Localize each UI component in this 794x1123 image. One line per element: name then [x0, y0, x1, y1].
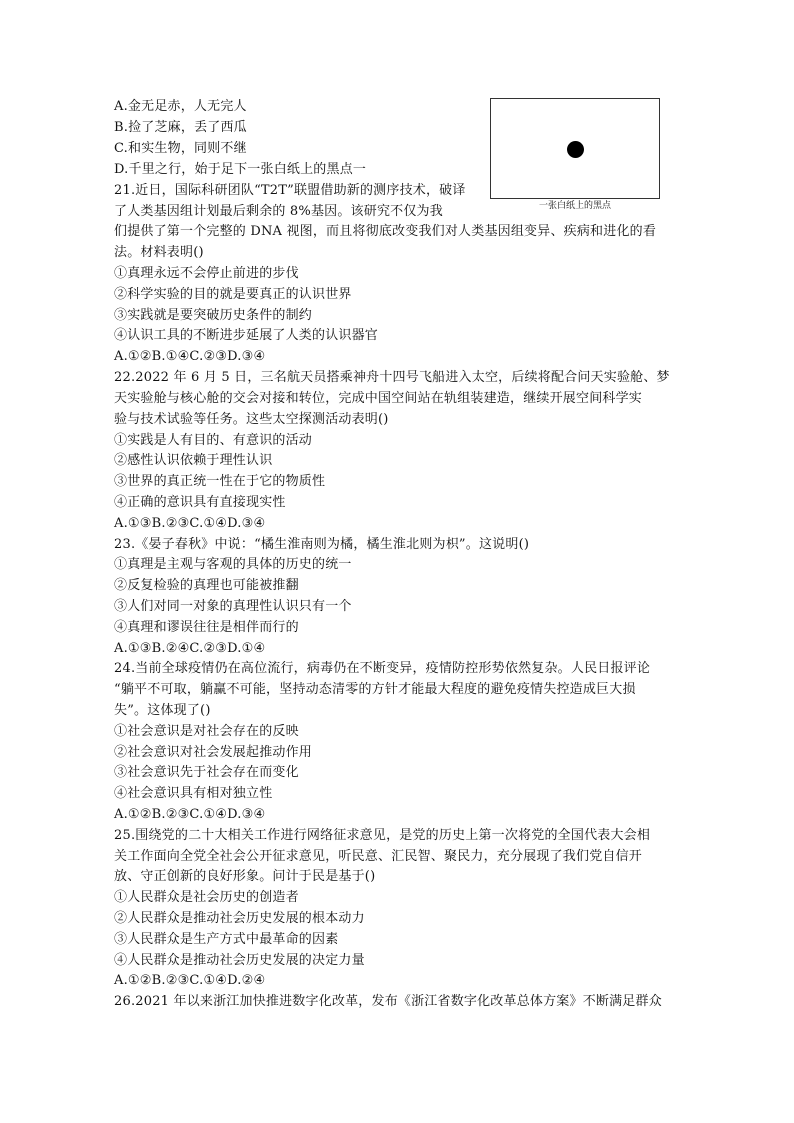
question-22-line-2: 天实验舱与核心舱的交会对接和转位，完成中国空间站在轨组装建造，继续开展空间科学实 — [114, 391, 643, 406]
answer-options: A.①③B.②③C.①④D.③④ — [114, 516, 266, 531]
answer-options: A.①②B.②③C.①④D.②④ — [114, 973, 266, 988]
answer-options: A.①②B.①④C.②③D.③④ — [114, 349, 266, 364]
option-b: B.捡了芝麻，丢了西瓜 — [114, 120, 247, 135]
statement: ②科学实验的目的就是要真正的认识世界 — [114, 287, 352, 302]
statement: ③人民群众是生产方式中最革命的因素 — [114, 932, 339, 947]
black-dot — [567, 141, 584, 158]
statement: ②社会意识对社会发展起推动作用 — [114, 745, 313, 760]
question-26-line-1: 26.2021 年以来浙江加快推进数字化改革，发布《浙江省数字化改革总体方案》不断满足群众 — [114, 994, 662, 1009]
question-24-line-1: 24.当前全球疫情仍在高位流行，病毒仍在不断变异，疫情防控形势依然复杂。人民日报评论 — [114, 661, 651, 676]
question-25-line-3: 放、守正创新的良好形象。问计于民是基于() — [114, 869, 376, 884]
statement: ④认识工具的不断进步延展了人类的认识器官 — [114, 328, 379, 343]
statement: ①实践是人有目的、有意识的活动 — [114, 433, 313, 448]
black-dot-figure — [490, 98, 660, 199]
statement: ③实践就是要突破历史条件的制约 — [114, 308, 313, 323]
question-22-line-1: 22.2022 年 6 月 5 日，三名航天员搭乘神舟十四号飞船进入太空，后续将配合问天实验舱、梦 — [114, 370, 670, 385]
answer-options: A.①②B.②③C.①④D.③④ — [114, 807, 266, 822]
statement: ③世界的真正统一性在于它的物质性 — [114, 474, 326, 489]
statement: ①真理永远不会停止前进的步伐 — [114, 266, 299, 281]
statement: ③人们对同一对象的真理性认识只有一个 — [114, 599, 352, 614]
question-24-line-3: 失”。这体现了() — [114, 703, 211, 718]
statement: ②感性认识依赖于理性认识 — [114, 453, 273, 468]
question-22-line-3: 验与技术试验等任务。这些太空探测活动表明() — [114, 412, 389, 427]
option-a: A.金无足赤，人无完人 — [114, 99, 247, 114]
option-c: C.和实生物，同则不继 — [114, 141, 247, 156]
statement: ④真理和谬误往往是相伴而行的 — [114, 620, 299, 635]
statement: ①人民群众是社会历史的创造者 — [114, 890, 299, 905]
option-d: D.千里之行，始于足下一张白纸上的黑点一 — [114, 162, 367, 177]
statement: ①社会意识是对社会存在的反映 — [114, 724, 299, 739]
statement: ④社会意识具有相对独立性 — [114, 786, 273, 801]
question-21-line-4: 法。材料表明() — [114, 245, 204, 260]
question-24-line-2: “躺平不可取，躺赢不可能，坚持动态清零的方针才能最大程度的避免疫情失控造成巨大损 — [114, 682, 636, 697]
question-25-line-1: 25.围绕党的二十大相关工作进行网络征求意见，是党的历史上第一次将党的全国代表大会相 — [114, 828, 651, 843]
question-21-line-2: 了人类基因组计划最后剩余的 8%基因。该研究不仅为我 — [114, 204, 443, 219]
statement: ③社会意识先于社会存在而变化 — [114, 765, 299, 780]
statement: ②人民群众是推动社会历史发展的根本动力 — [114, 911, 365, 926]
statement: ④正确的意识具有直接现实性 — [114, 495, 286, 510]
figure-caption: 一张白纸上的黑点 — [538, 201, 611, 211]
question-21-line-3: 们提供了第一个完整的 DNA 视图，而且将彻底改变我们对人类基因组变异、疾病和进化的看 — [114, 224, 657, 239]
statement: ①真理是主观与客观的具体的历史的统一 — [114, 557, 352, 572]
statement: ④人民群众是推动社会历史发展的决定力量 — [114, 953, 365, 968]
question-25-line-2: 关工作面向全党全社会公开征求意见，听民意、汇民智、聚民力，充分展现了我们党自信开 — [114, 849, 643, 864]
answer-options: A.①③B.②④C.②③D.①④ — [114, 641, 266, 656]
statement: ②反复检验的真理也可能被推翻 — [114, 578, 299, 593]
question-23-line-1: 23.《晏子春秋》中说：“橘生淮南则为橘，橘生淮北则为枳”。这说明() — [114, 537, 530, 552]
question-21-line-1: 21.近日，国际科研团队“T2T”联盟借助新的测序技术，破译 — [114, 183, 466, 198]
